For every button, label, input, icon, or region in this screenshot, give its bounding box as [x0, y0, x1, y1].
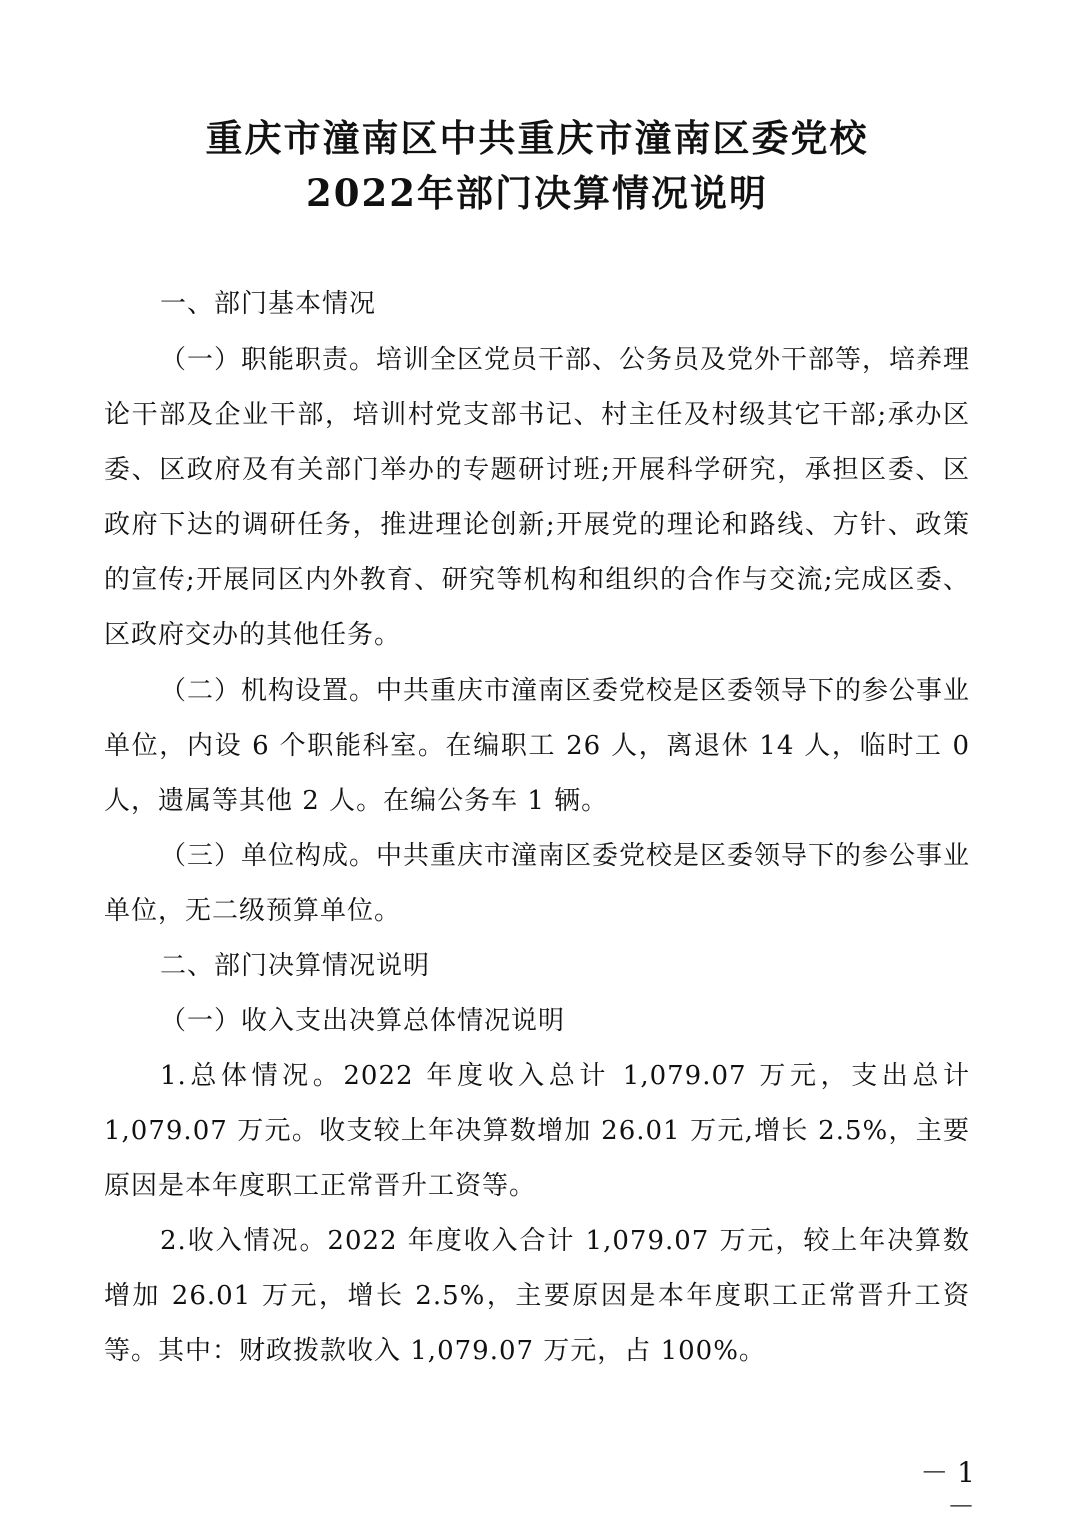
- section-heading-final-accounts: 二、部门决算情况说明: [160, 951, 431, 981]
- page-number: － 1 －: [920, 1456, 975, 1523]
- document-title-line-1: 重庆市潼南区中共重庆市潼南区委党校: [205, 116, 869, 160]
- document-title-line-2: 2022年部门决算情况说明: [306, 171, 768, 215]
- section-heading-basic-info: 一、部门基本情况: [160, 289, 377, 319]
- paragraph-functions: （一）职能职责。培训全区党员干部、公务员及党外干部等，培养理论干部及企业干部，培训村党支部书记、村主任及村级其它干部;承办区委、区政府及有关部门举办的专题研讨班;开展科学研究，承担区委、区政府下达的调研任务，推进理论创新;开展党的理论和路线、方针、政策的宣传;开展同区内外教育、研究等机构和组织的合作与交流;完成区委、区政府交办的其他任务。: [104, 345, 971, 650]
- paragraph-income: 2.收入情况。2022 年度收入合计 1,079.07 万元，较上年决算数增加 26.01 万元，增长 2.5%，主要原因是本年度职工正常晋升工资等。其中：财政拨款收入 1,079.07 万元，占 100%。: [104, 1226, 970, 1366]
- paragraph-unit-composition: （三）单位构成。中共重庆市潼南区委党校是区委领导下的参公事业单位，无二级预算单位。: [104, 841, 971, 926]
- paragraph-organization: （二）机构设置。中共重庆市潼南区委党校是区委领导下的参公事业单位，内设 6 个职能科室。在编职工 26 人，离退休 14 人，临时工 0 人，遗属等其他 2 人。在编公务车 1 辆。: [104, 676, 971, 816]
- subsection-heading-income-expenditure: （一）收入支出决算总体情况说明: [160, 1006, 566, 1036]
- paragraph-overall: 1.总体情况。2022 年度收入总计 1,079.07 万元，支出总计 1,079.07 万元。收支较上年决算数增加 26.01 万元,增长 2.5%，主要原因是本年度职工正常晋升工资等。: [104, 1061, 970, 1201]
